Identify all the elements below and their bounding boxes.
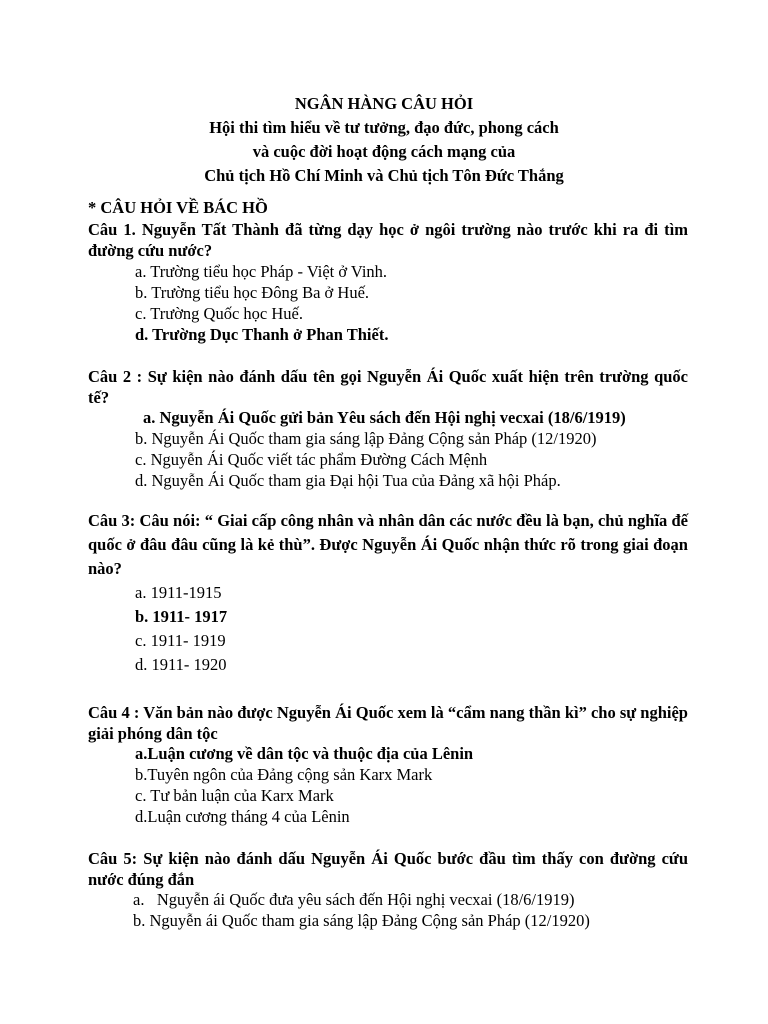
header-title: NGÂN HÀNG CÂU HỎI bbox=[294, 94, 474, 113]
header-subtitle-line-3: Chủ tịch Hồ Chí Minh và Chủ tịch Tôn Đức Thắng bbox=[204, 166, 564, 185]
question-3-option-c: c. 1911- 1919 bbox=[135, 631, 226, 650]
question-3-option-d: d. 1911- 1920 bbox=[135, 655, 227, 674]
question-3-option-a: a. 1911-1915 bbox=[135, 583, 222, 602]
section-title: * CÂU HỎI VỀ BÁC HỒ bbox=[88, 198, 268, 217]
document-header bbox=[0, 92, 768, 188]
question-3-option-b: b. 1911- 1917 bbox=[135, 607, 228, 626]
question-4-option-d: d.Luận cương tháng 4 của Lênin bbox=[135, 807, 350, 826]
question-2-option-b: b. Nguyễn Ái Quốc tham gia sáng lập Đảng Cộng sản Pháp (12/1920) bbox=[135, 429, 597, 448]
question-4-option-a: a.Luận cương về dân tộc và thuộc địa của Lênin bbox=[135, 744, 474, 763]
question-5-option-b: b. Nguyễn ái Quốc tham gia sáng lập Đảng Cộng sản Pháp (12/1920) bbox=[133, 911, 590, 930]
header-subtitle-line-1: Hội thi tìm hiểu về tư tưởng, đạo đức, phong cách bbox=[209, 118, 559, 137]
question-2: Câu 2 : Sự kiện nào đánh dấu tên gọi Nguyễn Ái Quốc xuất hiện trên trường quốc tế? bbox=[88, 367, 688, 407]
header-subtitle-line-2: và cuộc đời hoạt động cách mạng của bbox=[252, 142, 516, 161]
question-5: Câu 5: Sự kiện nào đánh dấu Nguyễn Ái Quốc bước đầu tìm thấy con đường cứu nước đúng đắn bbox=[88, 849, 688, 889]
question-3: Câu 3: Câu nói: “ Giai cấp công nhân và nhân dân các nước đều là bạn, chủ nghĩa đế quốc ở đâu đâu cũng là kẻ thù”. Được Nguyễn Ái Quốc nhận thức rõ trong giai đoạn nào? bbox=[88, 511, 688, 578]
question-2-option-c: c. Nguyễn Ái Quốc viết tác phẩm Đường Cách Mệnh bbox=[135, 450, 488, 469]
question-4: Câu 4 : Văn bản nào được Nguyễn Ái Quốc xem là “cẩm nang thần kì” cho sự nghiệp giải phóng dân tộc bbox=[88, 703, 688, 743]
question-1-option-a: a. Trường tiểu học Pháp - Việt ở Vinh. bbox=[135, 262, 388, 281]
question-1-option-b: b. Trường tiểu học Đông Ba ở Huế. bbox=[135, 283, 370, 302]
question-1-option-d: d. Trường Dục Thanh ở Phan Thiết. bbox=[135, 325, 389, 344]
question-2-option-d: d. Nguyễn Ái Quốc tham gia Đại hội Tua của Đảng xã hội Pháp. bbox=[135, 471, 561, 490]
question-4-option-b: b.Tuyên ngôn của Đảng cộng sản Karx Mark bbox=[135, 765, 433, 784]
question-5-option-a: a. Nguyễn ái Quốc đưa yêu sách đến Hội nghị vecxai (18/6/1919) bbox=[133, 890, 575, 909]
question-2-option-a: a. Nguyễn Ái Quốc gửi bản Yêu sách đến Hội nghị vecxai (18/6/1919) bbox=[143, 408, 626, 427]
question-1: Câu 1. Nguyễn Tất Thành đã từng dạy học ở ngôi trường nào trước khi ra đi tìm đường cứu nước? bbox=[88, 220, 688, 260]
question-1-option-c: c. Trường Quốc học Huế. bbox=[135, 304, 303, 323]
question-4-option-c: c. Tư bản luận của Karx Mark bbox=[135, 786, 334, 805]
